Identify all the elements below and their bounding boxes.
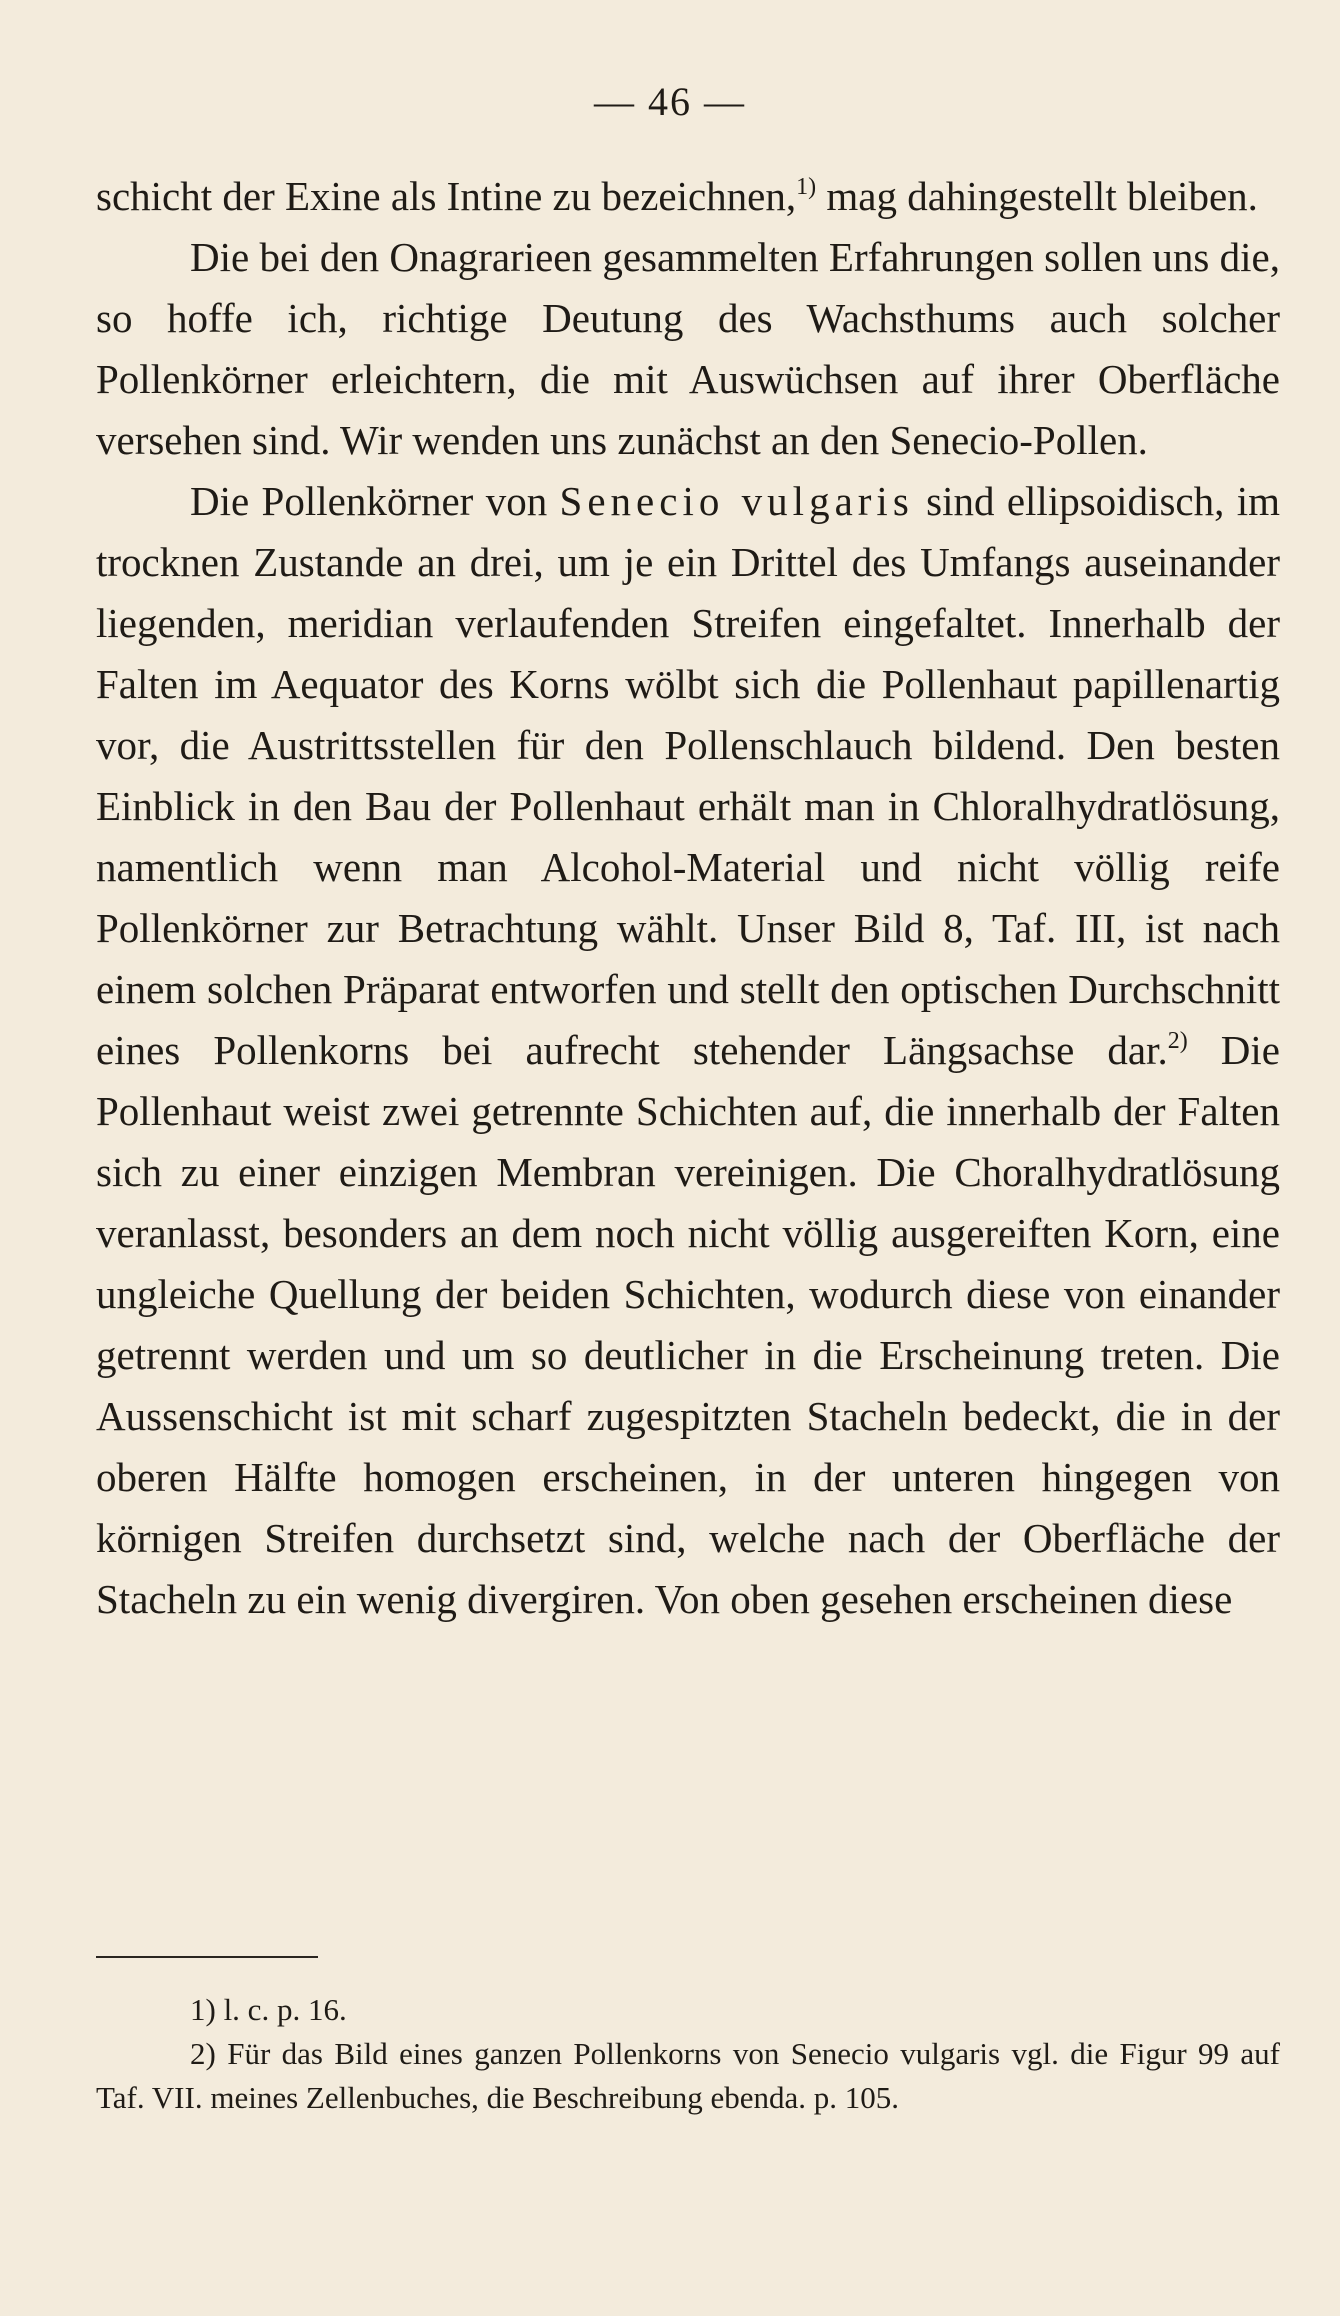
species-name: Senecio vulgaris — [559, 478, 914, 524]
paragraph-3-part-c: Die Pollenhaut weist zwei getrennte Schichten auf, die innerhalb der Falten sich zu einer einzigen Membran vereinigen. Die Choralhydratlösung veranlasst, besonders an dem noch nicht völlig ausgereiften Korn, eine ungleiche Quellung der beiden Schichten, wodurch diese von einander getrennt werden und um so deutlicher in die Erscheinung treten. Die Aussenschicht ist mit scharf zugespitzten Stacheln bedeckt, die in der oberen Hälfte homogen erscheinen, in der unteren hingegen von körnigen Streifen durchsetzt sind, welche nach der Oberfläche der Stacheln zu ein wenig divergiren. Von oben gesehen erscheinen diese — [96, 1027, 1280, 1622]
footnotes — [96, 1988, 1280, 2120]
page-number: — 46 — — [594, 79, 746, 124]
paragraph-1 — [96, 166, 1280, 227]
body-text — [96, 166, 1280, 1630]
footnote-ref-1: 1) — [796, 174, 817, 200]
paragraph-3 — [96, 471, 1280, 1630]
paragraph-1-tail: mag dahingestellt bleiben. — [816, 173, 1258, 219]
footnote-1: 1) l. c. p. 16. — [190, 1992, 347, 2027]
paragraph-2: Die bei den Onagrarieen gesammelten Erfahrungen sollen uns die, so hoffe ich, richtige Deutung des Wachsthums auch solcher Pollenkörner erleichtern, die mit Auswüchsen auf ihrer Oberfläche versehen sind. Wir wenden uns zunächst an den Senecio-Pollen. — [96, 234, 1280, 463]
footnote-ref-2: 2) — [1167, 1028, 1188, 1054]
footnote-divider — [96, 1956, 318, 1958]
paragraph-3-part-a: Die Pollenkörner von — [190, 478, 560, 524]
footnote-2: 2) Für das Bild eines ganzen Pollenkorns von Senecio vulgaris vgl. die Figur 99 auf Taf. VII. meines Zellenbuches, die Beschreibung ebenda. p. 105. — [96, 2036, 1280, 2115]
paragraph-1-text: schicht der Exine als Intine zu bezeichnen, — [96, 173, 797, 219]
paragraph-3-part-b: sind ellipsoidisch, im trocknen Zustande an drei, um je ein Drittel des Umfangs auseinander liegenden, meridian verlaufenden Streifen eingefaltet. Innerhalb der Falten im Aequator des Korns wölbt sich die Pollenhaut papillenartig vor, die Austrittsstellen für den Pollenschlauch bildend. Den besten Einblick in den Bau der Pollenhaut erhält man in Chloralhydratlösung, namentlich wenn man Alcohol-Material und nicht völlig reife Pollenkörner zur Betrachtung wählt. Unser Bild 8, Taf. III, ist nach einem solchen Präparat entworfen und stellt den optischen Durchschnitt eines Pollenkorns bei aufrecht stehender Längsachse dar. — [96, 478, 1280, 1073]
